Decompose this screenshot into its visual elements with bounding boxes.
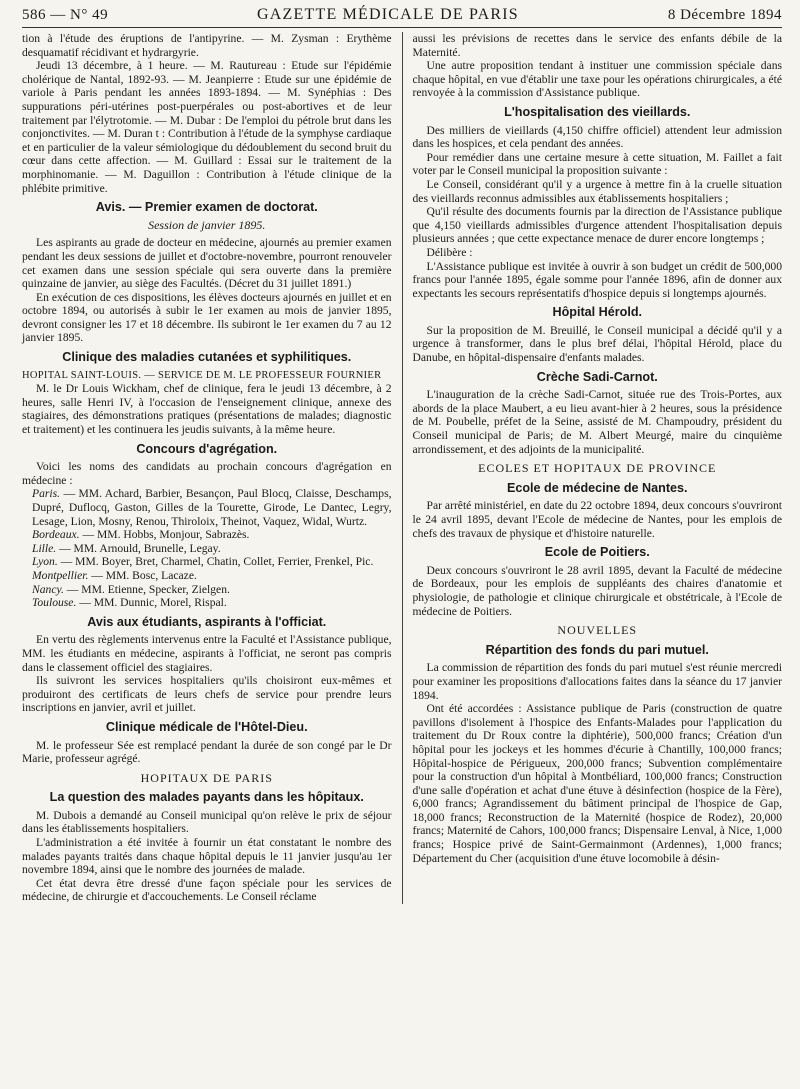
- pari-heading: Répartition des fonds du pari mutuel.: [485, 642, 709, 657]
- payants-heading: La question des malades payants dans les hôpitaux.: [49, 790, 364, 805]
- candidate-entry: Toulouse. — MM. Dunnic, Morel, Rispal.: [32, 596, 227, 610]
- left-column: [22, 32, 402, 904]
- payants-paragraph-2: L'administration a été invitée à fournir un état constatant le nombre des malades payants traités dans chaque hôpital depuis le 11 janvier jusqu'au 1er novembre 1894, ainsi que le nombre des journées de malade.: [22, 836, 392, 877]
- poitiers-paragraph: Deux concours s'ouvriront le 28 avril 1895, devant la Faculté de médecine de Bordeaux, pour les emplois de suppléants des chaires d'anatomie et physiologie, de pathologie et clinique chirurgicale et obstétricale, à l'Ecole de médecine de Poitiers.: [412, 563, 783, 618]
- officiat-paragraph-2: Ils suivront les services hospitaliers qu'ils choisiront eux-mêmes et produiront des certificats de leurs chefs de service pour prendre leurs inscriptions en janvier, avril et juillet.: [22, 674, 392, 715]
- poitiers-heading: Ecole de Poitiers.: [544, 545, 650, 560]
- vieillards-heading: L'hospitalisation des vieillards.: [504, 104, 691, 119]
- vieillards-paragraph-1: Des milliers de vieillards (4,150 chiffre officiel) attendent leur admission dans les hospices, et cela pendant des années.: [412, 123, 783, 151]
- concours-intro: Voici les noms des candidats au prochain concours d'agrégation en médecine :: [22, 460, 392, 487]
- page-number: 586 — N° 49: [22, 7, 109, 23]
- clinique-heading: Clinique des maladies cutanées et syphilitiques.: [62, 350, 352, 365]
- officiat-heading: Avis aux étudiants, aspirants à l'officiat.: [87, 614, 327, 629]
- intro-paragraph-2: Jeudi 13 décembre, à 1 heure. — M. Rautureau : Etude sur l'épidémie cholérique de Nantal, 1892-93. — M. Jeanpierre : Etude sur une épidémie de variole à Paris pendant les années 1893-1894. — M. Synéphias : Des suppurations péri-utérines post-puerpérales ou post-abortives et de leur traitement par l'élytrotomie. — M. Dubar : De l'emploi du pétrole brut dans les conjonctivites. — M. Duran t : Contribution à l'étude de la symphyse cardiaque et en particulier de la valeur sémiologique du dédoublement du second bruit du cœur dans cette affection. — M. Guillard : Essai sur le traitement de la morphinomanie. — M. Daguillon : Contribution à l'étude clinique de la phlébite primitive.: [22, 59, 392, 195]
- pari-paragraph-1: La commission de répartition des fonds du pari mutuel s'est réunie mercredi pour examiner les propositions d'allocations faites dans la séance du 17 janvier 1894.: [412, 661, 783, 702]
- officiat-paragraph-1: En vertu des règlements intervenus entre la Faculté et l'Assistance publique, MM. les étudiants en médecine, aspirants à l'officiat, ne seront pas compris dans le classement officiel des stagiaires.: [22, 633, 392, 674]
- continuation-paragraph-1: aussi les prévisions de recettes dans le service des enfants débile de la Maternité.: [412, 32, 783, 59]
- candidate-entry: Bordeaux. — MM. Hobbs, Monjour, Sabrazès.: [32, 528, 250, 542]
- avis-heading: Avis. — Premier examen de doctorat.: [95, 200, 318, 215]
- right-column: [403, 32, 783, 904]
- vieillards-paragraph-5: Délibère :: [426, 245, 473, 259]
- pari-paragraph-2: Ont été accordées : Assistance publique de Paris (construction de quatre pavillons d'isolement à l'hospice des Enfants-Malades pour l'application du traitement du Dr Roux contre la diphtérie), 500,000 francs; Création d'un hôpital pour les jockeys et les hommes d'écurie à Chantilly, 100,000 francs; Hôpital-hospice de Périgueux, 200,000 francs; Subvention complémentaire pour la construction d'un hôpital à Montbéliard, 100,000 francs; Construction d'une salle d'opération et achat d'une étuve à désinfection (hospice de la Fère), 6,000 francs; Agrandissement du bâtiment principal de l'hospice de Gap, 18,000 francs; Reconstruction de la Maternité (hospice de Rodez), 20,000 francs; Maternité de Cahors, 100,000 francs; Dispensaire Lenval, à Nice, 1,000 francs; Hospice privé de Saint-Germainmont (Ardennes), 1,000 francs; Département du Cher (acquisition d'une étuve locomobile à désin-: [412, 702, 783, 865]
- clinique-subheading: HOPITAL SAINT-LOUIS. — SERVICE DE M. LE PROFESSEUR FOURNIER: [22, 369, 382, 381]
- hopitaux-heading: HOPITAUX DE PARIS: [140, 770, 273, 785]
- clinique-paragraph: M. le Dr Louis Wickham, chef de clinique, fera le jeudi 13 décembre, à 2 heures, salle Henri IV, à l'occasion de l'enseignement clinique, annexe des stagiaires, des démonstrations pratiques (présentations de malades; diagnostic et traitement) et les continuera les jeudis suivants, à la même heure.: [22, 382, 392, 437]
- province-heading: ECOLES ET HOPITAUX DE PROVINCE: [478, 461, 717, 476]
- nantes-paragraph: Par arrêté ministériel, en date du 22 octobre 1894, deux concours s'ouvriront le 24 avril 1895, devant l'Ecole de médecine de Nantes, pour les emplois de chefs des travaux de physique et d'histoire naturelle.: [412, 499, 783, 540]
- herold-heading: Hôpital Hérold.: [552, 305, 643, 320]
- avis-subheading: Session de janvier 1895.: [148, 217, 266, 232]
- hotel-dieu-heading: Clinique médicale de l'Hôtel-Dieu.: [105, 719, 308, 734]
- candidate-entry: Lyon. — MM. Boyer, Bret, Charmel, Chatin, Collet, Ferrier, Frenkel, Pic.: [32, 555, 374, 569]
- intro-paragraph-1: tion à l'étude des éruptions de l'antipyrine. — M. Zysman : Erythème desquamatif récidivant et hydrargyrie.: [22, 32, 392, 59]
- candidate-entry: Lille. — MM. Arnould, Brunelle, Legay.: [32, 541, 221, 555]
- avis-paragraph-1: Les aspirants au grade de docteur en médecine, ajournés au premier examen pendant les deux sessions de juillet et d'octobre-novembre, pourront renouveler cet examen dans une session spéciale qui sera ouverte dans la première quinzaine de janvier, au siège des Facultés. (Décret du 31 juillet 1891.): [22, 236, 392, 291]
- candidate-entry: Montpellier. — MM. Bosc, Lacaze.: [32, 568, 197, 582]
- nantes-heading: Ecole de médecine de Nantes.: [506, 480, 688, 495]
- vieillards-paragraph-2: Pour remédier dans une certaine mesure à cette situation, M. Faillet a fait voter par le Conseil municipal la proposition suivante :: [412, 150, 783, 178]
- creche-paragraph: L'inauguration de la crèche Sadi-Carnot, située rue des Trois-Portes, aux abords de la place Maubert, a eu lieu avant-hier à 2 heures, sous la présidence de M. Poubelle, préfet de la Seine, assisté de M. Champoudry, président du Conseil municipal de Paris; de M. Albert Meurgé, maire du cinquième arrondissement, et des adjoints de la municipalité.: [412, 388, 783, 456]
- avis-paragraph-2: En exécution de ces dispositions, les élèves docteurs ajournés en juillet et en octobre 1894, ou autorisés à subir le 1er examen au mois de janvier 1895, devront consigner les 17 et 18 décembre. Ils subiront le 1er examen du 7 au 12 janvier 1895.: [22, 290, 392, 345]
- candidate-entry: Paris. — MM. Achard, Barbier, Besançon, Paul Blocq, Claisse, Deschamps, Dupré, Duflocq, Gaston, Gilles de la Tourette, Girode, Le Dantec, Legry, Lesage, Lion, Mosny, Renou, Thiroloix, Theinot, Vaquez, Widal, Wurtz.: [32, 487, 392, 528]
- vieillards-paragraph-4: Qu'il résulte des documents fournis par la direction de l'Assistance publique que 4,150 vieillards admissibles d'urgence attendent l'hospitalisation depuis plusieurs années ; que cette expectance menace de durer encore longtemps ;: [412, 205, 783, 246]
- issue-date: 8 Décembre 1894: [667, 7, 782, 23]
- concours-heading: Concours d'agrégation.: [136, 441, 278, 456]
- herold-paragraph: Sur la proposition de M. Breuillé, le Conseil municipal a décidé qu'il y a urgence à transformer, dans le plus bref délai, l'hôpital Hérold, place du Danube, en hôpital-dispensaire d'enfants malades.: [412, 323, 783, 365]
- nouvelles-heading: NOUVELLES: [557, 623, 638, 638]
- payants-paragraph-3: Cet état devra être dressé d'une façon spéciale pour les services de médecine, de chirurgie et d'accouchements. Le Conseil réclame: [22, 876, 392, 904]
- candidate-list: [22, 487, 392, 609]
- page-header: [22, 6, 782, 28]
- payants-paragraph-1: M. Dubois a demandé au Conseil municipal qu'on relève le prix de séjour dans les établissements hospitaliers.: [22, 808, 392, 836]
- hotel-dieu-paragraph: M. le professeur Sée est remplacé pendant la durée de son congé par le Dr Marie, professeur agrégé.: [22, 738, 392, 766]
- journal-title: GAZETTE MÉDICALE DE PARIS: [257, 6, 519, 23]
- candidate-entry: Nancy. — MM. Etienne, Specker, Zielgen.: [32, 582, 230, 596]
- continuation-paragraph-2: Une autre proposition tendant à instituer une commission spéciale dans chaque hôpital, en vue d'établir une taxe pour les opérations chirurgicales, a été renvoyée à la commission d'Assistance publique.: [412, 59, 783, 100]
- creche-heading: Crèche Sadi-Carnot.: [536, 369, 658, 384]
- columns: [22, 32, 782, 904]
- vieillards-paragraph-3: Le Conseil, considérant qu'il y a urgence à mettre fin à la cruelle situation des vieillards reconnus admissibles aux établissements hospitaliers ;: [412, 177, 783, 205]
- vieillards-paragraph-6: L'Assistance publique est invitée à ouvrir à son budget un crédit de 500,000 francs pour l'année 1895, égale somme pour l'année 1896, afin de donner aux expectants les secours représentatifs d'hospice depuis si longtemps ajournés.: [412, 259, 783, 300]
